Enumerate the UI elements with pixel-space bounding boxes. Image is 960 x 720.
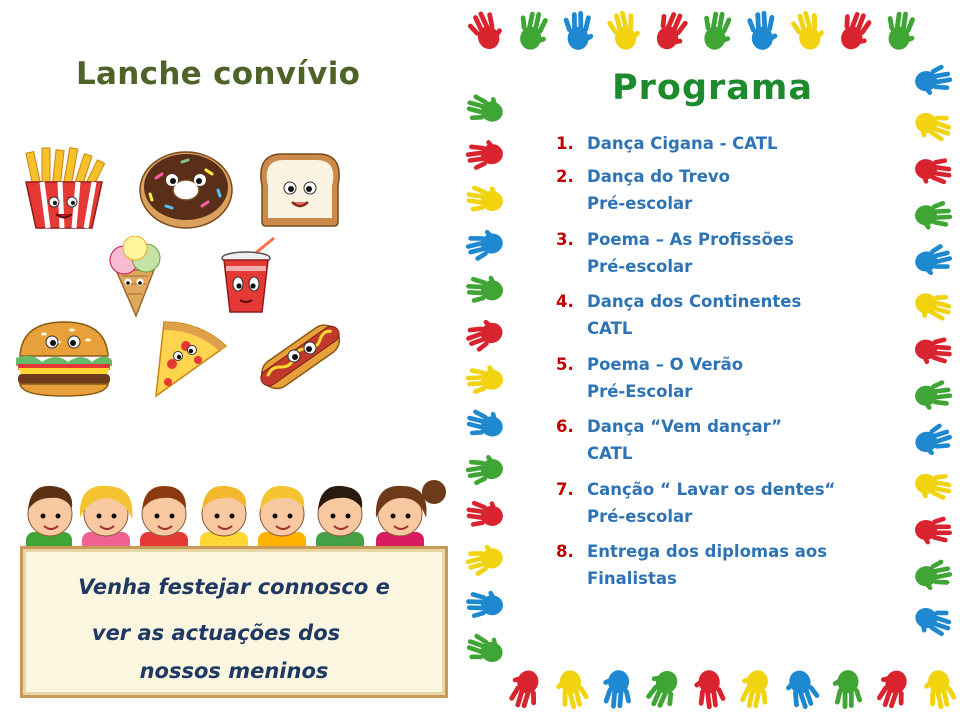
program-item-group: Finalistas (587, 569, 677, 588)
program-item-number: 4. (556, 292, 574, 311)
program-item-number: 8. (556, 542, 574, 561)
program-item-title: Canção “ Lavar os dentes“ (587, 480, 836, 499)
program-item-title: Dança Cigana - CATL (587, 134, 778, 153)
handprint-icon (912, 421, 956, 460)
handprint-icon (563, 11, 594, 50)
handprint-icon (464, 6, 508, 54)
handprint-icon (466, 589, 504, 620)
handprint-icon (832, 670, 863, 709)
handprint-icon (641, 665, 685, 713)
handprint-icon (912, 287, 955, 325)
handprint-icon (911, 601, 955, 640)
handprint-icon (464, 497, 505, 531)
handprint-icon (465, 274, 503, 305)
handprint-icon (913, 63, 955, 98)
program-item-group: Pré-Escolar (587, 382, 693, 401)
handprint-icon (464, 182, 505, 217)
fries-icon (16, 146, 112, 230)
program-item-number: 2. (556, 167, 574, 186)
programa-title: Programa (612, 68, 813, 108)
handprint-icon (883, 9, 919, 52)
program-item-number: 6. (556, 417, 574, 436)
handprint-icon (913, 379, 953, 413)
handprint-icon (921, 667, 959, 711)
program-item-title: Entrega dos diplomas aos (587, 542, 828, 561)
program-item-group: Pré-escolar (587, 507, 693, 526)
handprint-icon (788, 7, 828, 53)
program-item-group: Pré-escolar (587, 257, 693, 276)
program-item-number: 5. (556, 355, 574, 374)
banner-line-2: ver as actuações dos (91, 621, 341, 645)
handprint-icon (463, 226, 506, 263)
handprint-icon (462, 315, 507, 355)
hotdog-icon (252, 314, 348, 398)
ice-cream-icon (104, 236, 168, 318)
donut-icon (136, 148, 236, 230)
program-item-number: 1. (556, 134, 574, 153)
handprint-icon (600, 669, 634, 710)
program-item-number: 3. (556, 230, 574, 249)
handprint-icon (872, 666, 914, 713)
handprint-icon (781, 666, 823, 713)
handprint-icon (913, 154, 954, 188)
handprint-icon (464, 452, 505, 487)
handprint-icon (463, 541, 506, 579)
handprint-icon (834, 7, 877, 54)
handprint-icon (736, 667, 774, 711)
invitation-banner (20, 546, 448, 698)
lanche-title: Lanche convívio (76, 56, 361, 92)
handprint-icon (464, 138, 505, 172)
handprint-icon (650, 7, 693, 55)
handprint-icon (463, 629, 508, 669)
handprint-icon (914, 335, 953, 367)
handprint-icon (914, 200, 952, 231)
bread-icon (252, 148, 346, 228)
program-item-title: Poema – As Profissões (587, 230, 794, 249)
handprint-icon (605, 8, 644, 53)
program-item-title: Dança dos Continentes (587, 292, 802, 311)
handprint-icon (912, 242, 955, 279)
program-item-number: 7. (556, 480, 574, 499)
handprint-icon (463, 405, 506, 442)
handprint-icon (746, 10, 779, 50)
banner-line-3: nossos meninos (139, 659, 329, 683)
pizza-icon (140, 316, 230, 398)
soda-cup-icon (216, 236, 280, 316)
handprint-icon (505, 666, 546, 712)
handprint-icon (698, 9, 735, 53)
banner-line-1: Venha festejar connosco e (78, 575, 390, 599)
handprint-icon (911, 106, 956, 146)
program-item-title: Dança “Vem dançar” (587, 417, 782, 436)
burger-icon (12, 318, 116, 398)
handprint-icon (912, 468, 954, 504)
handprint-icon (552, 667, 591, 712)
handprint-icon (465, 364, 503, 395)
handprint-icon (514, 8, 552, 52)
program-item-group: Pré-escolar (587, 194, 693, 213)
handprint-icon (692, 668, 727, 710)
handprint-icon (915, 516, 952, 545)
program-item-title: Dança do Trevo (587, 167, 730, 186)
handprint-icon (913, 557, 955, 593)
children-illustration (14, 474, 474, 556)
handprint-icon (463, 90, 506, 128)
program-item-group: CATL (587, 444, 633, 463)
program-item-title: Poema – O Verão (587, 355, 744, 374)
program-item-group: CATL (587, 319, 633, 338)
